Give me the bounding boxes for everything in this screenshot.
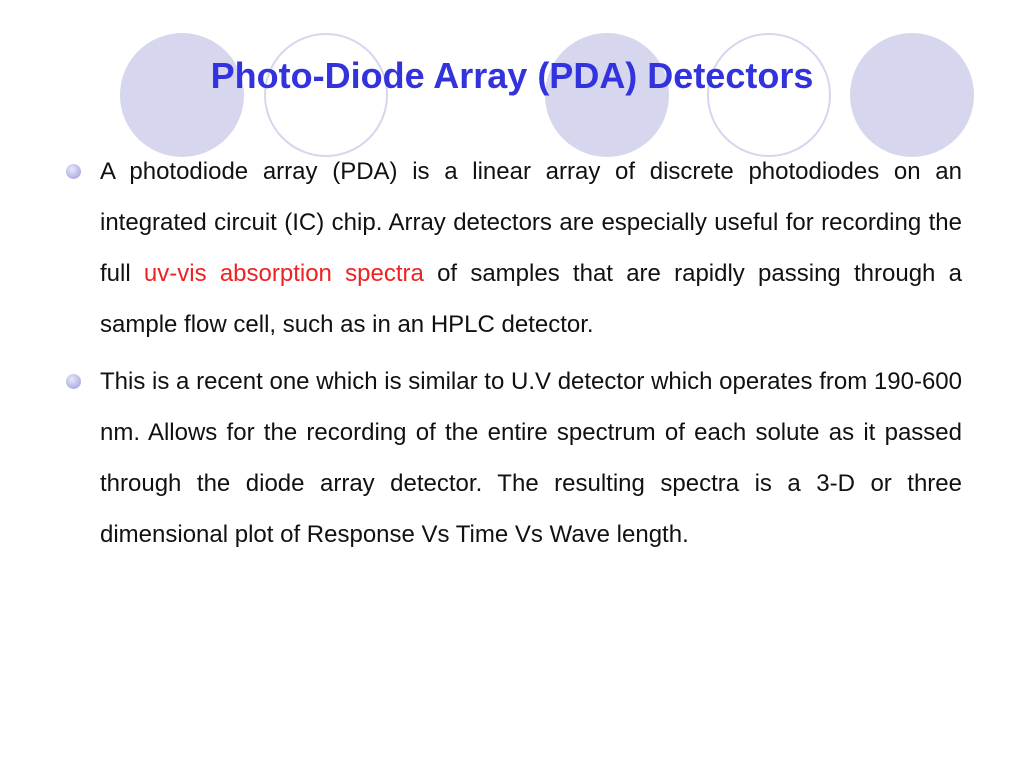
- bullet-dot-icon: [66, 374, 81, 389]
- bullet-item-1: [66, 146, 962, 350]
- bullet-1-highlight: uv-vis absorption spectra: [143, 260, 424, 287]
- bullet-1-text-after: of samples that are rapidly passing through a sample flow cell, such as in an HPLC detector.: [100, 260, 962, 338]
- slide-title: Photo-Diode Array (PDA) Detectors: [210, 55, 814, 96]
- bullet-dot-icon: [66, 164, 81, 179]
- slide-body: [66, 146, 962, 560]
- bullet-1-text-before: A photodiode array (PDA) is a linear array of discrete photodiodes on an integrated circuit (IC) chip. Array detectors are especially useful for recording the full: [100, 158, 962, 287]
- bullet-2-text: This is a recent one which is similar to U.V detector which operates from 190-600 nm. Allows for the recording of the entire spectrum of each solute as it passed through the diode array detector. The resulting spectra is a 3-D or three dimensional plot of Response Vs Time Vs Wave length.: [100, 368, 962, 548]
- bullet-item-2: [66, 356, 962, 560]
